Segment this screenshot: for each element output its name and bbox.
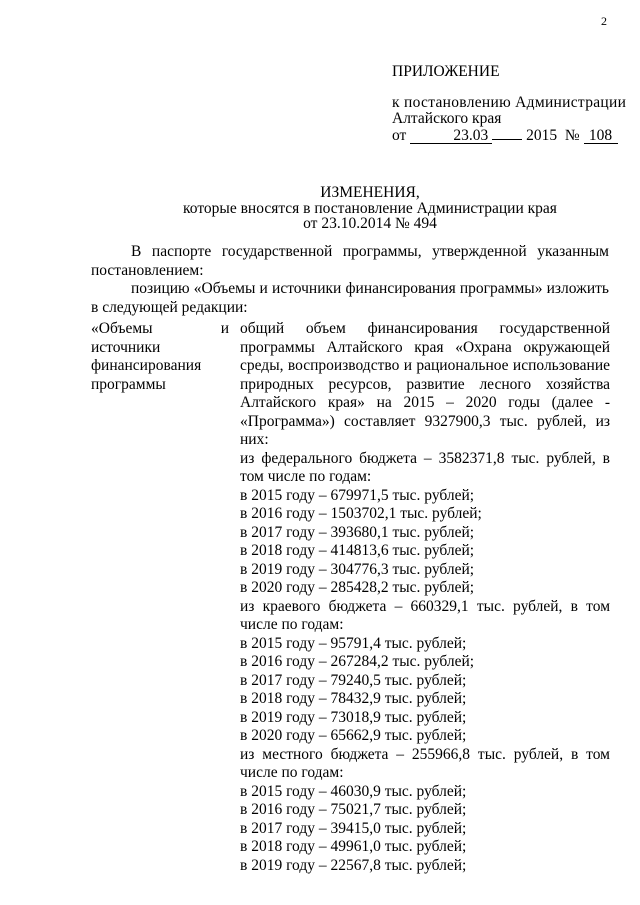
federal-year-row: в 2015 году – 679971,5 тыс. рублей;	[240, 486, 475, 504]
intro-paragraph-2: позицию «Объемы и источники финансирования программы» изложить в следующей редакции:	[91, 280, 609, 316]
appendix-resolution-line: к постановлению Администрации	[392, 94, 627, 111]
federal-budget-intro: из федерального бюджета – 3582371,8 тыс. рублей, в том числе по годам:	[240, 449, 610, 485]
appendix-region-line: Алтайского края	[392, 110, 502, 127]
federal-year-row: в 2017 году – 393680,1 тыс. рублей;	[240, 523, 475, 541]
date-year: 2015	[526, 127, 558, 144]
regional-year-row: в 2019 году – 73018,9 тыс. рублей;	[240, 708, 467, 726]
regional-year-row: в 2018 году – 78432,9 тыс. рублей;	[240, 690, 467, 707]
local-year-row: в 2016 году – 75021,7 тыс. рублей;	[240, 801, 467, 818]
local-year-row: в 2018 году – 49961,0 тыс. рублей;	[240, 838, 467, 855]
regional-year-row: в 2017 году – 79240,5 тыс. рублей;	[240, 671, 467, 689]
date-prefix: от	[392, 127, 407, 144]
date-day: 23.03	[410, 129, 492, 144]
local-year-row: в 2015 году – 46030,9 тыс. рублей;	[240, 782, 467, 800]
appendix-block	[392, 63, 632, 144]
regional-year-row: в 2016 году – 267284,2 тыс. рублей;	[240, 653, 475, 670]
total-funding: общий объем финансирования государственной программы Алтайского края «Охрана окружающей среды, воспроизводство и рациональное использование природных ресурсов, развитие лесного хозяйства Алтайского края» на 2015 – 2020 годы (далее - «Программа») составляет 9327900,3 тыс. рублей, из них:	[240, 320, 610, 448]
resolution-number: 108	[584, 129, 618, 144]
intro-paragraph-1: В паспорте государственной программы, утвержденной указанным постановлением:	[91, 243, 609, 279]
heading-date: от 23.10.2014 № 494	[303, 215, 437, 232]
appendix-title: ПРИЛОЖЕНИЕ	[392, 63, 500, 80]
page-number: 2	[601, 14, 607, 28]
date-underline	[492, 139, 522, 140]
local-year-row: в 2017 году – 39415,0 тыс. рублей;	[240, 819, 467, 837]
table-value-cell	[240, 320, 610, 875]
appendix-date-line	[392, 127, 632, 144]
federal-year-row: в 2016 году – 1503702,1 тыс. рублей;	[240, 505, 482, 522]
federal-year-row: в 2019 году – 304776,3 тыс. рублей;	[240, 560, 475, 578]
local-budget-intro: из местного бюджета – 255966,8 тыс. рублей, в том числе по годам:	[240, 745, 610, 781]
regional-year-row: в 2015 году – 95791,4 тыс. рублей;	[240, 634, 467, 652]
heading-title: ИЗМЕНЕНИЯ,	[320, 184, 420, 201]
intro-text	[91, 243, 609, 317]
number-prefix: №	[564, 127, 580, 144]
federal-year-row: в 2018 году – 414813,6 тыс. рублей;	[240, 542, 475, 559]
regional-year-row: в 2020 году – 65662,9 тыс. рублей;	[240, 727, 467, 744]
federal-year-row: в 2020 году – 285428,2 тыс. рублей;	[240, 579, 475, 596]
changes-heading	[150, 185, 590, 231]
local-year-row: в 2019 году – 22567,8 тыс. рублей;	[240, 856, 467, 874]
table-label-cell: «Объемы и источники финансирования программы	[91, 320, 229, 393]
heading-subtitle: которые вносятся в постановление Администрации края	[183, 200, 557, 217]
regional-budget-intro: из краевого бюджета – 660329,1 тыс. рублей, в том числе по годам:	[240, 597, 610, 633]
